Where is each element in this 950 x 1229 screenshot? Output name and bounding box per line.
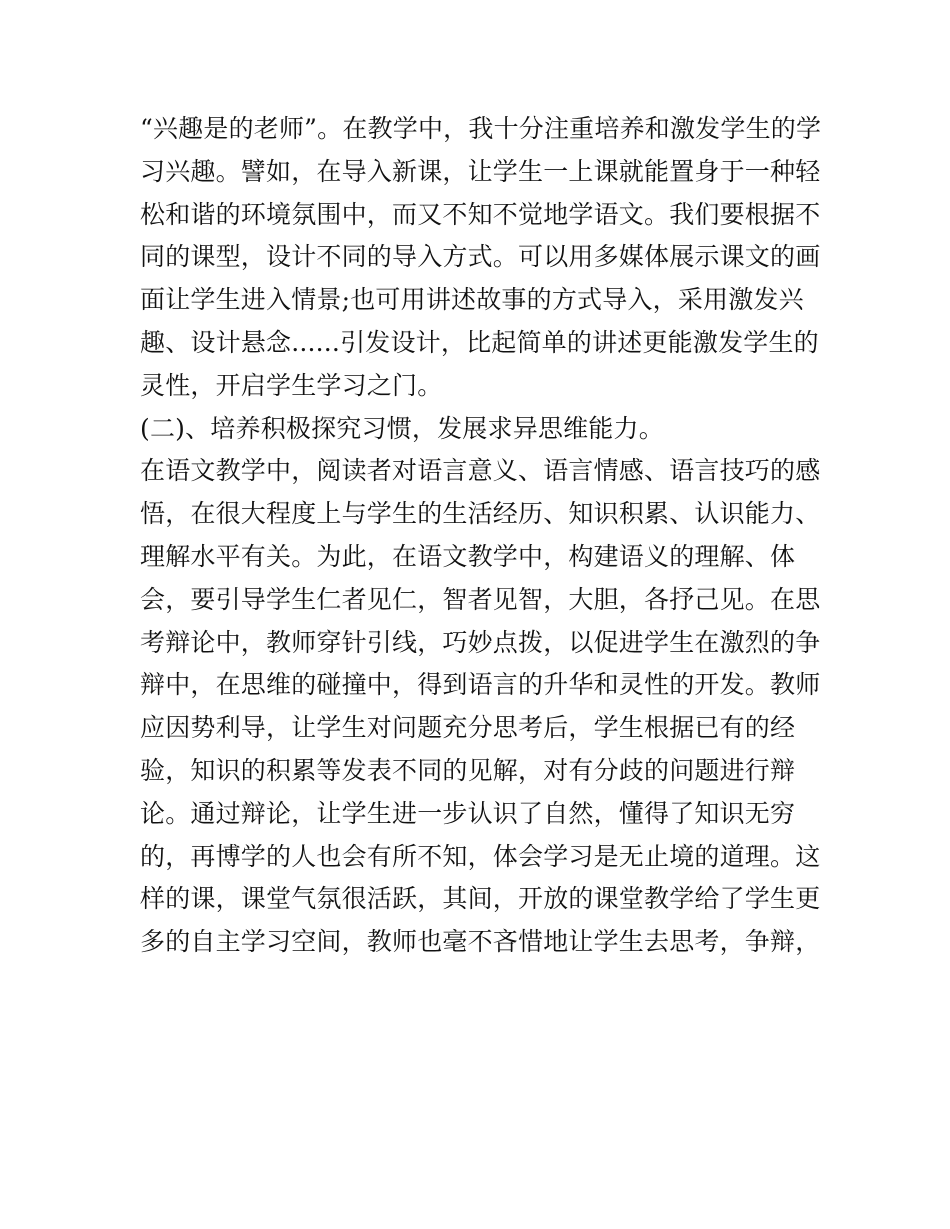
- text-line: 考辩论中，教师穿针引线，巧妙点拨，以促进学生在激烈的争: [140, 627, 821, 657]
- body-text: [140, 108, 820, 964]
- text-line: 多的自主学习空间，教师也毫不吝惜地让学生去思考，争辩，: [140, 927, 821, 957]
- text-line: 辩中，在思维的碰撞中，得到语言的升华和灵性的开发。教师: [140, 670, 821, 700]
- text-line: 理解水平有关。为此，在语文教学中，构建语义的理解、体: [140, 541, 796, 571]
- section-heading: (二)、培养积极探究习惯，发展求异思维能力。: [140, 413, 664, 443]
- text-line: “兴趣是的老师”。在教学中，我十分注重培养和激发学生的学: [140, 114, 822, 143]
- text-line: 论。通过辩论，让学生进一步认识了自然，懂得了知识无穷: [140, 798, 796, 828]
- text-line: 同的课型，设计不同的导入方式。可以用多媒体展示课文的画: [140, 242, 821, 272]
- text-line: 在语文教学中，阅读者对语言意义、语言情感、语言技巧的感: [140, 456, 821, 486]
- text-line: 验，知识的积累等发表不同的见解，对有分歧的问题进行辩: [140, 755, 796, 785]
- text-line: 习兴趣。譬如，在导入新课，让学生一上课就能置身于一种轻: [140, 156, 821, 186]
- text-line: 会，要引导学生仁者见仁，智者见智，大胆，各抒己见。在思: [140, 584, 821, 614]
- text-line: 样的课，课堂气氛很活跃，其间，开放的课堂教学给了学生更: [140, 884, 821, 914]
- text-line: 悟，在很大程度上与学生的生活经历、知识积累、认识能力、: [140, 499, 821, 529]
- text-line: 的，再博学的人也会有所不知，体会学习是无止境的道理。这: [140, 841, 821, 871]
- text-line: 应因势利导，让学生对问题充分思考后，学生根据已有的经: [140, 713, 796, 743]
- text-line: 趣、设计悬念......引发设计，比起简单的讲述更能激发学生的: [140, 327, 819, 357]
- text-line: 灵性，开启学生学习之门。: [140, 370, 443, 400]
- text-line: 松和谐的环境氛围中，而又不知不觉地学语文。我们要根据不: [140, 199, 821, 229]
- text-line: 面让学生进入情景;也可用讲述故事的方式导入，采用激发兴: [140, 285, 804, 315]
